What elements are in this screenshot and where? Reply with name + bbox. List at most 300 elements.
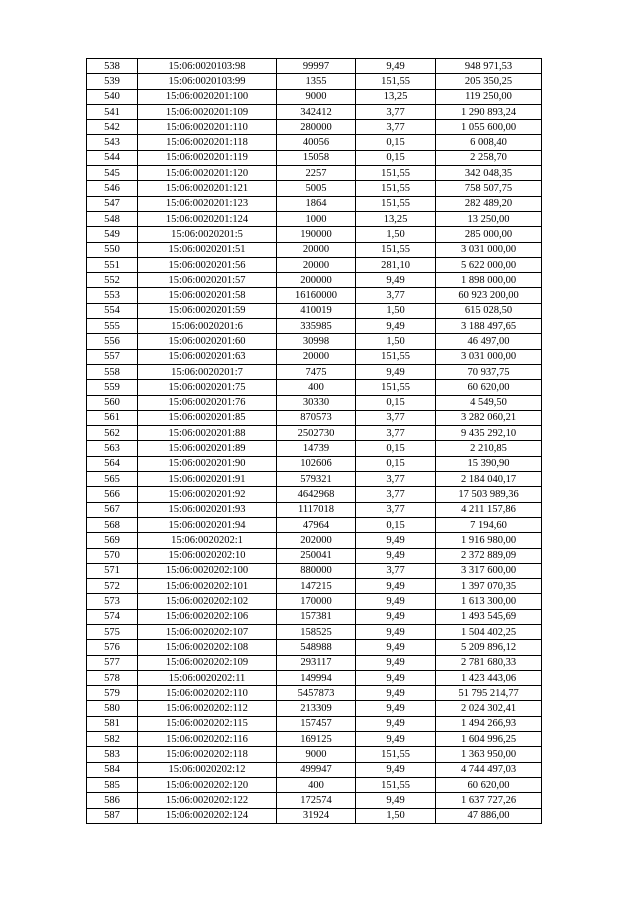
area-cell: 400 <box>277 777 356 792</box>
row-number-cell: 556 <box>87 334 138 349</box>
table-row <box>87 517 542 532</box>
rate-cell: 9,49 <box>356 364 436 379</box>
value-cell: 60 620,00 <box>436 777 542 792</box>
row-number-cell: 545 <box>87 166 138 181</box>
value-cell: 3 317 600,00 <box>436 563 542 578</box>
row-number-cell: 546 <box>87 181 138 196</box>
cadastral-number-cell: 15:06:0020202:10 <box>138 548 277 563</box>
row-number-cell: 584 <box>87 762 138 777</box>
table-row <box>87 487 542 502</box>
row-number-cell: 541 <box>87 104 138 119</box>
rate-cell: 9,49 <box>356 319 436 334</box>
table-row <box>87 319 542 334</box>
rate-cell: 1,50 <box>356 227 436 242</box>
area-cell: 20000 <box>277 349 356 364</box>
table-row <box>87 426 542 441</box>
rate-cell: 9,49 <box>356 670 436 685</box>
value-cell: 6 008,40 <box>436 135 542 150</box>
rate-cell: 151,55 <box>356 196 436 211</box>
value-cell: 758 507,75 <box>436 181 542 196</box>
value-cell: 615 028,50 <box>436 303 542 318</box>
cadastral-number-cell: 15:06:0020202:120 <box>138 777 277 792</box>
row-number-cell: 553 <box>87 288 138 303</box>
rate-cell: 151,55 <box>356 242 436 257</box>
area-cell: 2502730 <box>277 426 356 441</box>
area-cell: 7475 <box>277 364 356 379</box>
rate-cell: 1,50 <box>356 303 436 318</box>
rate-cell: 9,49 <box>356 716 436 731</box>
row-number-cell: 574 <box>87 609 138 624</box>
table-row <box>87 716 542 731</box>
row-number-cell: 587 <box>87 808 138 823</box>
table-row <box>87 257 542 272</box>
value-cell: 2 258,70 <box>436 150 542 165</box>
table-row <box>87 609 542 624</box>
cadastral-number-cell: 15:06:0020202:124 <box>138 808 277 823</box>
cadastral-number-cell: 15:06:0020201:5 <box>138 227 277 242</box>
area-cell: 20000 <box>277 257 356 272</box>
cadastral-number-cell: 15:06:0020201:123 <box>138 196 277 211</box>
value-cell: 60 620,00 <box>436 380 542 395</box>
cadastral-number-cell: 15:06:0020202:101 <box>138 579 277 594</box>
row-number-cell: 570 <box>87 548 138 563</box>
area-cell: 579321 <box>277 472 356 487</box>
area-cell: 31924 <box>277 808 356 823</box>
cadastral-number-cell: 15:06:0020201:76 <box>138 395 277 410</box>
table-row <box>87 120 542 135</box>
rate-cell: 9,49 <box>356 609 436 624</box>
table-row <box>87 59 542 74</box>
value-cell: 15 390,90 <box>436 456 542 471</box>
rate-cell: 13,25 <box>356 89 436 104</box>
area-cell: 4642968 <box>277 487 356 502</box>
cadastral-number-cell: 15:06:0020201:63 <box>138 349 277 364</box>
cadastral-number-cell: 15:06:0020202:106 <box>138 609 277 624</box>
cadastral-number-cell: 15:06:0020201:59 <box>138 303 277 318</box>
cadastral-number-cell: 15:06:0020201:90 <box>138 456 277 471</box>
cadastral-number-cell: 15:06:0020201:109 <box>138 104 277 119</box>
row-number-cell: 560 <box>87 395 138 410</box>
area-cell: 14739 <box>277 441 356 456</box>
row-number-cell: 586 <box>87 793 138 808</box>
area-cell: 1355 <box>277 74 356 89</box>
table-row <box>87 395 542 410</box>
row-number-cell: 585 <box>87 777 138 792</box>
row-number-cell: 563 <box>87 441 138 456</box>
table-row <box>87 594 542 609</box>
value-cell: 119 250,00 <box>436 89 542 104</box>
cadastral-number-cell: 15:06:0020202:11 <box>138 670 277 685</box>
rate-cell: 0,15 <box>356 517 436 532</box>
value-cell: 3 031 000,00 <box>436 349 542 364</box>
cadastral-number-cell: 15:06:0020202:108 <box>138 640 277 655</box>
value-cell: 342 048,35 <box>436 166 542 181</box>
value-cell: 205 350,25 <box>436 74 542 89</box>
rate-cell: 0,15 <box>356 441 436 456</box>
rate-cell: 9,49 <box>356 579 436 594</box>
area-cell: 30998 <box>277 334 356 349</box>
row-number-cell: 547 <box>87 196 138 211</box>
rate-cell: 0,15 <box>356 395 436 410</box>
table-row <box>87 89 542 104</box>
table-row <box>87 349 542 364</box>
rate-cell: 151,55 <box>356 74 436 89</box>
row-number-cell: 581 <box>87 716 138 731</box>
value-cell: 1 494 266,93 <box>436 716 542 731</box>
value-cell: 13 250,00 <box>436 211 542 226</box>
table-row <box>87 548 542 563</box>
value-cell: 5 622 000,00 <box>436 257 542 272</box>
cadastral-number-cell: 15:06:0020201:7 <box>138 364 277 379</box>
table-row <box>87 334 542 349</box>
table-row <box>87 640 542 655</box>
row-number-cell: 569 <box>87 533 138 548</box>
value-cell: 2 372 889,09 <box>436 548 542 563</box>
area-cell: 548988 <box>277 640 356 655</box>
value-cell: 70 937,75 <box>436 364 542 379</box>
row-number-cell: 559 <box>87 380 138 395</box>
value-cell: 5 209 896,12 <box>436 640 542 655</box>
row-number-cell: 555 <box>87 319 138 334</box>
cadastral-number-cell: 15:06:0020201:92 <box>138 487 277 502</box>
value-cell: 2 184 040,17 <box>436 472 542 487</box>
table-row <box>87 196 542 211</box>
table-row <box>87 670 542 685</box>
area-cell: 499947 <box>277 762 356 777</box>
row-number-cell: 549 <box>87 227 138 242</box>
table-row <box>87 273 542 288</box>
cadastral-number-cell: 15:06:0020201:51 <box>138 242 277 257</box>
rate-cell: 151,55 <box>356 349 436 364</box>
area-cell: 99997 <box>277 59 356 74</box>
area-cell: 410019 <box>277 303 356 318</box>
rate-cell: 9,49 <box>356 548 436 563</box>
table-row <box>87 181 542 196</box>
row-number-cell: 548 <box>87 211 138 226</box>
area-cell: 2257 <box>277 166 356 181</box>
value-cell: 1 290 893,24 <box>436 104 542 119</box>
cadastral-number-cell: 15:06:0020201:57 <box>138 273 277 288</box>
rate-cell: 151,55 <box>356 181 436 196</box>
rate-cell: 0,15 <box>356 135 436 150</box>
table-row <box>87 563 542 578</box>
value-cell: 4 744 497,03 <box>436 762 542 777</box>
row-number-cell: 579 <box>87 686 138 701</box>
row-number-cell: 572 <box>87 579 138 594</box>
row-number-cell: 540 <box>87 89 138 104</box>
value-cell: 1 363 950,00 <box>436 747 542 762</box>
area-cell: 200000 <box>277 273 356 288</box>
value-cell: 1 916 980,00 <box>436 533 542 548</box>
area-cell: 342412 <box>277 104 356 119</box>
table-row <box>87 655 542 670</box>
row-number-cell: 539 <box>87 74 138 89</box>
value-cell: 46 497,00 <box>436 334 542 349</box>
value-cell: 47 886,00 <box>436 808 542 823</box>
rate-cell: 3,77 <box>356 502 436 517</box>
table-row <box>87 227 542 242</box>
rate-cell: 0,15 <box>356 150 436 165</box>
cadastral-number-cell: 15:06:0020201:120 <box>138 166 277 181</box>
rate-cell: 3,77 <box>356 426 436 441</box>
value-cell: 3 031 000,00 <box>436 242 542 257</box>
cadastral-number-cell: 15:06:0020103:99 <box>138 74 277 89</box>
rate-cell: 9,49 <box>356 59 436 74</box>
cadastral-number-cell: 15:06:0020202:122 <box>138 793 277 808</box>
rate-cell: 9,49 <box>356 640 436 655</box>
table-body <box>87 59 542 824</box>
cadastral-number-cell: 15:06:0020201:58 <box>138 288 277 303</box>
value-cell: 948 971,53 <box>436 59 542 74</box>
table-row <box>87 808 542 823</box>
rate-cell: 9,49 <box>356 701 436 716</box>
cadastral-number-cell: 15:06:0020202:109 <box>138 655 277 670</box>
cadastral-number-cell: 15:06:0020201:75 <box>138 380 277 395</box>
row-number-cell: 583 <box>87 747 138 762</box>
area-cell: 335985 <box>277 319 356 334</box>
area-cell: 250041 <box>277 548 356 563</box>
table-row <box>87 762 542 777</box>
cadastral-number-cell: 15:06:0020202:1 <box>138 533 277 548</box>
rate-cell: 3,77 <box>356 288 436 303</box>
area-cell: 157381 <box>277 609 356 624</box>
value-cell: 2 781 680,33 <box>436 655 542 670</box>
value-cell: 2 210,85 <box>436 441 542 456</box>
table-row <box>87 793 542 808</box>
table-row <box>87 472 542 487</box>
table-row <box>87 777 542 792</box>
table-row <box>87 104 542 119</box>
rate-cell: 9,49 <box>356 762 436 777</box>
rate-cell: 151,55 <box>356 777 436 792</box>
rate-cell: 3,77 <box>356 487 436 502</box>
row-number-cell: 571 <box>87 563 138 578</box>
table-row <box>87 211 542 226</box>
rate-cell: 3,77 <box>356 563 436 578</box>
table-row <box>87 441 542 456</box>
value-cell: 9 435 292,10 <box>436 426 542 441</box>
area-cell: 880000 <box>277 563 356 578</box>
row-number-cell: 567 <box>87 502 138 517</box>
row-number-cell: 578 <box>87 670 138 685</box>
rate-cell: 9,49 <box>356 686 436 701</box>
rate-cell: 0,15 <box>356 456 436 471</box>
table-row <box>87 533 542 548</box>
row-number-cell: 582 <box>87 732 138 747</box>
cadastral-number-cell: 15:06:0020201:94 <box>138 517 277 532</box>
cadastral-number-cell: 15:06:0020202:112 <box>138 701 277 716</box>
row-number-cell: 538 <box>87 59 138 74</box>
cadastral-number-cell: 15:06:0020201:118 <box>138 135 277 150</box>
row-number-cell: 551 <box>87 257 138 272</box>
area-cell: 213309 <box>277 701 356 716</box>
value-cell: 1 504 402,25 <box>436 624 542 639</box>
row-number-cell: 566 <box>87 487 138 502</box>
area-cell: 870573 <box>277 410 356 425</box>
value-cell: 4 211 157,86 <box>436 502 542 517</box>
area-cell: 20000 <box>277 242 356 257</box>
cadastral-number-cell: 15:06:0020201:110 <box>138 120 277 135</box>
value-cell: 1 613 300,00 <box>436 594 542 609</box>
rate-cell: 9,49 <box>356 732 436 747</box>
cadastral-number-cell: 15:06:0020202:107 <box>138 624 277 639</box>
cadastral-number-cell: 15:06:0020201:124 <box>138 211 277 226</box>
row-number-cell: 552 <box>87 273 138 288</box>
area-cell: 102606 <box>277 456 356 471</box>
rate-cell: 9,49 <box>356 793 436 808</box>
cadastral-number-cell: 15:06:0020201:91 <box>138 472 277 487</box>
table-row <box>87 303 542 318</box>
value-cell: 285 000,00 <box>436 227 542 242</box>
value-cell: 7 194,60 <box>436 517 542 532</box>
rate-cell: 151,55 <box>356 747 436 762</box>
cadastral-number-cell: 15:06:0020201:88 <box>138 426 277 441</box>
cadastral-number-cell: 15:06:0020201:119 <box>138 150 277 165</box>
cadastral-number-cell: 15:06:0020201:93 <box>138 502 277 517</box>
table-row <box>87 502 542 517</box>
area-cell: 1000 <box>277 211 356 226</box>
table-row <box>87 166 542 181</box>
cadastral-number-cell: 15:06:0020202:110 <box>138 686 277 701</box>
rate-cell: 281,10 <box>356 257 436 272</box>
area-cell: 40056 <box>277 135 356 150</box>
rate-cell: 3,77 <box>356 410 436 425</box>
area-cell: 9000 <box>277 747 356 762</box>
cadastral-number-cell: 15:06:0020202:100 <box>138 563 277 578</box>
cadastral-number-cell: 15:06:0020202:102 <box>138 594 277 609</box>
rate-cell: 9,49 <box>356 533 436 548</box>
row-number-cell: 577 <box>87 655 138 670</box>
cadastral-number-cell: 15:06:0020202:118 <box>138 747 277 762</box>
rate-cell: 3,77 <box>356 104 436 119</box>
value-cell: 1 604 996,25 <box>436 732 542 747</box>
row-number-cell: 550 <box>87 242 138 257</box>
table-row <box>87 135 542 150</box>
value-cell: 282 489,20 <box>436 196 542 211</box>
cadastral-number-cell: 15:06:0020201:121 <box>138 181 277 196</box>
value-cell: 1 423 443,06 <box>436 670 542 685</box>
row-number-cell: 568 <box>87 517 138 532</box>
cadastral-number-cell: 15:06:0020201:85 <box>138 410 277 425</box>
rate-cell: 9,49 <box>356 273 436 288</box>
area-cell: 147215 <box>277 579 356 594</box>
value-cell: 17 503 989,36 <box>436 487 542 502</box>
area-cell: 190000 <box>277 227 356 242</box>
row-number-cell: 573 <box>87 594 138 609</box>
area-cell: 170000 <box>277 594 356 609</box>
table-row <box>87 456 542 471</box>
area-cell: 16160000 <box>277 288 356 303</box>
row-number-cell: 562 <box>87 426 138 441</box>
area-cell: 1117018 <box>277 502 356 517</box>
cadastral-number-cell: 15:06:0020201:60 <box>138 334 277 349</box>
row-number-cell: 564 <box>87 456 138 471</box>
area-cell: 149994 <box>277 670 356 685</box>
row-number-cell: 558 <box>87 364 138 379</box>
value-cell: 1 055 600,00 <box>436 120 542 135</box>
rate-cell: 3,77 <box>356 120 436 135</box>
area-cell: 157457 <box>277 716 356 731</box>
cadastral-value-table <box>86 58 542 824</box>
table-row <box>87 579 542 594</box>
area-cell: 400 <box>277 380 356 395</box>
area-cell: 158525 <box>277 624 356 639</box>
table-row <box>87 74 542 89</box>
row-number-cell: 575 <box>87 624 138 639</box>
cadastral-number-cell: 15:06:0020202:115 <box>138 716 277 731</box>
table-row <box>87 288 542 303</box>
cadastral-number-cell: 15:06:0020202:12 <box>138 762 277 777</box>
value-cell: 60 923 200,00 <box>436 288 542 303</box>
area-cell: 172574 <box>277 793 356 808</box>
row-number-cell: 561 <box>87 410 138 425</box>
table-row <box>87 410 542 425</box>
area-cell: 47964 <box>277 517 356 532</box>
value-cell: 2 024 302,41 <box>436 701 542 716</box>
row-number-cell: 580 <box>87 701 138 716</box>
table-row <box>87 150 542 165</box>
value-cell: 1 493 545,69 <box>436 609 542 624</box>
row-number-cell: 557 <box>87 349 138 364</box>
value-cell: 3 282 060,21 <box>436 410 542 425</box>
area-cell: 5457873 <box>277 686 356 701</box>
table-row <box>87 701 542 716</box>
table-row <box>87 747 542 762</box>
value-cell: 1 898 000,00 <box>436 273 542 288</box>
rate-cell: 9,49 <box>356 655 436 670</box>
cadastral-number-cell: 15:06:0020201:56 <box>138 257 277 272</box>
cadastral-number-cell: 15:06:0020201:6 <box>138 319 277 334</box>
row-number-cell: 576 <box>87 640 138 655</box>
rate-cell: 151,55 <box>356 380 436 395</box>
row-number-cell: 565 <box>87 472 138 487</box>
rate-cell: 3,77 <box>356 472 436 487</box>
rate-cell: 151,55 <box>356 166 436 181</box>
rate-cell: 1,50 <box>356 334 436 349</box>
cadastral-number-cell: 15:06:0020201:100 <box>138 89 277 104</box>
row-number-cell: 542 <box>87 120 138 135</box>
cadastral-number-cell: 15:06:0020103:98 <box>138 59 277 74</box>
rate-cell: 9,49 <box>356 594 436 609</box>
value-cell: 1 397 070,35 <box>436 579 542 594</box>
table-row <box>87 242 542 257</box>
table-row <box>87 732 542 747</box>
area-cell: 169125 <box>277 732 356 747</box>
row-number-cell: 554 <box>87 303 138 318</box>
rate-cell: 1,50 <box>356 808 436 823</box>
table-row <box>87 686 542 701</box>
value-cell: 1 637 727,26 <box>436 793 542 808</box>
area-cell: 280000 <box>277 120 356 135</box>
table-row <box>87 624 542 639</box>
value-cell: 51 795 214,77 <box>436 686 542 701</box>
area-cell: 5005 <box>277 181 356 196</box>
area-cell: 293117 <box>277 655 356 670</box>
rate-cell: 13,25 <box>356 211 436 226</box>
area-cell: 30330 <box>277 395 356 410</box>
area-cell: 9000 <box>277 89 356 104</box>
area-cell: 202000 <box>277 533 356 548</box>
area-cell: 15058 <box>277 150 356 165</box>
cadastral-number-cell: 15:06:0020202:116 <box>138 732 277 747</box>
table-row <box>87 380 542 395</box>
rate-cell: 9,49 <box>356 624 436 639</box>
row-number-cell: 543 <box>87 135 138 150</box>
cadastral-number-cell: 15:06:0020201:89 <box>138 441 277 456</box>
value-cell: 3 188 497,65 <box>436 319 542 334</box>
area-cell: 1864 <box>277 196 356 211</box>
value-cell: 4 549,50 <box>436 395 542 410</box>
